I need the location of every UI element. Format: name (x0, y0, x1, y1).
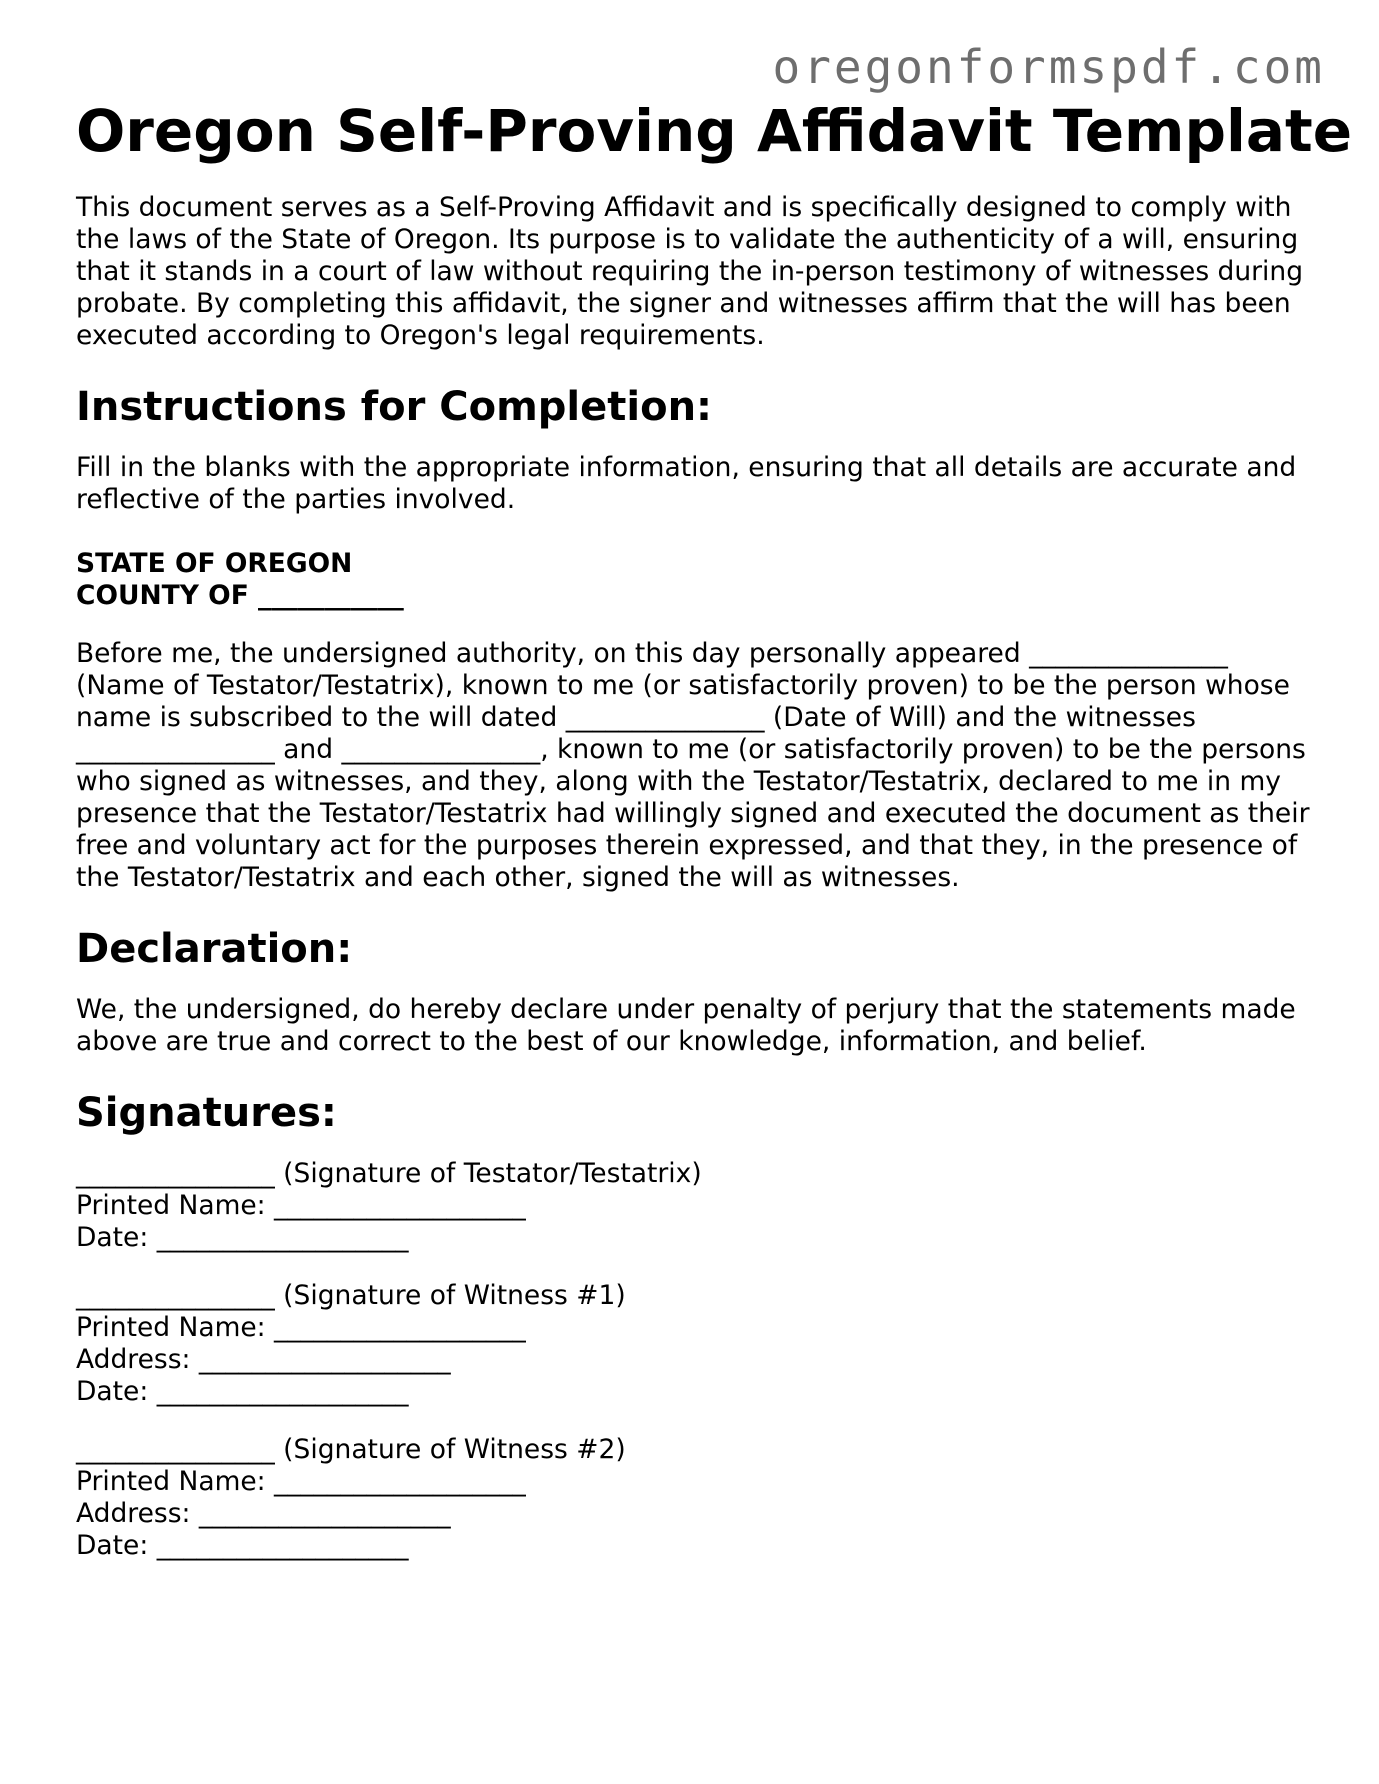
watermark: oregonformspdf.com (772, 40, 1325, 94)
declaration-heading: Declaration: (76, 926, 353, 972)
witness2-signature-block (76, 1434, 1316, 1562)
instructions-heading: Instructions for Completion: (76, 384, 713, 430)
page-title: Oregon Self-Proving Affidavit Template (76, 97, 1353, 165)
witness1-date-line: Date: ___________________ (76, 1376, 409, 1407)
witness2-printed-name-line: Printed Name: ___________________ (76, 1466, 526, 1497)
witness2-address-line: Address: ___________________ (76, 1498, 451, 1529)
venue-county: COUNTY OF ___________ (76, 580, 404, 611)
instructions-text: Fill in the blanks with the appropriate information, ensuring that all details are accurate and reflective of the parties involved. (76, 452, 1297, 515)
testator-signature-line: _______________ (Signature of Testator/Testatrix) (76, 1158, 702, 1189)
testator-signature-block (76, 1158, 1316, 1254)
venue-state: STATE OF OREGON (76, 548, 353, 579)
witness2-date-line: Date: ___________________ (76, 1530, 409, 1561)
witness1-signature-line: _______________ (Signature of Witness #1) (76, 1280, 626, 1311)
affidavit-body: Before me, the undersigned authority, on this day personally appeared _______________ (Name of Testator/Testatrix), known to me (or satisfactorily proven) to be the person whose name is subscribed to the will dated _______________ (Date of Will) and the witnesses _______________ and _______________, known to me (or satisfactorily proven) to be the persons who signed as witnesses, and they, along with the Testator/Testatrix, declared to me in my presence that the Testator/Testatrix had willingly signed and executed the document as their free and voluntary act for the purposes therein expressed, and that they, in the presence of the Testator/Testatrix and each other, signed the will as witnesses. (76, 638, 1310, 893)
testator-date-line: Date: ___________________ (76, 1222, 409, 1253)
signatures-heading: Signatures: (76, 1090, 337, 1136)
witness1-address-line: Address: ___________________ (76, 1344, 451, 1375)
intro-paragraph: This document serves as a Self-Proving Affidavit and is specifically designed to comply with the laws of the State of Oregon. Its purpose is to validate the authenticity of a will, ensuring that it stands in a court of law without requiring the in-person testimony of witnesses during probate. By completing this affidavit, the signer and witnesses affirm that the will has been executed according to Oregon's legal requirements. (76, 192, 1304, 351)
witness1-printed-name-line: Printed Name: ___________________ (76, 1312, 526, 1343)
witness1-signature-block (76, 1280, 1316, 1408)
declaration-text: We, the undersigned, do hereby declare under penalty of perjury that the statements made above are true and correct to the best of our knowledge, information, and belief. (76, 994, 1296, 1057)
venue-block (76, 548, 1316, 612)
testator-printed-name-line: Printed Name: ___________________ (76, 1190, 526, 1221)
document-page (76, 96, 1353, 1588)
witness2-signature-line: _______________ (Signature of Witness #2) (76, 1434, 626, 1465)
